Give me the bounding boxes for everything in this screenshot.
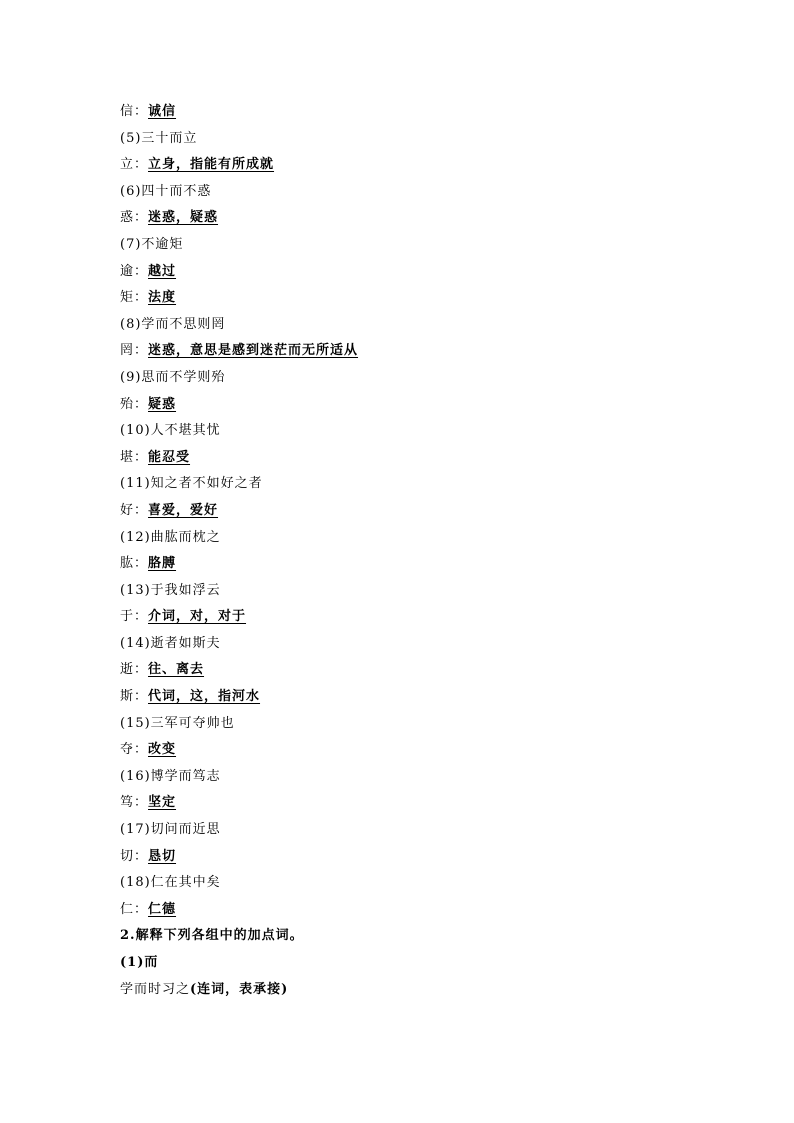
- definition-line: [120, 340, 720, 367]
- sentence-line: (14)逝者如斯夫: [120, 635, 221, 651]
- definition-answer: 喜爱，爱好: [148, 502, 219, 518]
- definition-line: [120, 500, 720, 527]
- term-label: 逾：: [120, 263, 149, 279]
- example-text: 学而时习之: [120, 981, 191, 997]
- term-label: 笃：: [120, 795, 149, 811]
- sentence-line: (7)不逾矩: [120, 236, 184, 252]
- definition-line: [120, 101, 720, 128]
- sentence-line: (16)博学而笃志: [120, 768, 221, 784]
- definition-line: [120, 447, 720, 474]
- sentence-line: (6)四十而不惑: [120, 183, 212, 199]
- definition-line: [120, 792, 720, 819]
- definition-line: [120, 207, 720, 234]
- sub-item-label: (1)而: [120, 955, 159, 970]
- definition-answer: 代词，这，指河水: [148, 689, 261, 705]
- sentence-line: (8)学而不思则罔: [120, 316, 226, 332]
- term-label: 肱：: [120, 556, 149, 572]
- sentence-line: (10)人不堪其忧: [120, 423, 221, 439]
- definition-answer: 立身，指能有所成就: [148, 157, 275, 173]
- definition-answer: 疑惑: [148, 396, 177, 412]
- term-label: 信：: [120, 104, 149, 119]
- glossary-lines: [120, 101, 720, 925]
- term-label: 惑：: [120, 210, 149, 226]
- definition-answer: 迷惑，意思是感到迷茫而无所适从: [148, 343, 359, 359]
- definition-answer: 胳膊: [148, 556, 177, 572]
- term-label: 夺：: [120, 742, 149, 758]
- definition-answer: 诚信: [148, 104, 177, 119]
- term-label: 仁：: [120, 901, 149, 917]
- sentence-line: (17)切问而近思: [120, 822, 221, 838]
- sentence-line: (18)仁在其中矣: [120, 875, 221, 891]
- example-line: [120, 979, 720, 1006]
- term-label: 矩：: [120, 290, 149, 306]
- sentence-line: (13)于我如浮云: [120, 582, 221, 598]
- document-content: [120, 101, 720, 1005]
- sentence-line: (9)思而不学则殆: [120, 369, 226, 385]
- definition-answer: 坚定: [148, 795, 177, 811]
- definition-line: [120, 606, 720, 633]
- sentence-line: (11)知之者不如好之者: [120, 476, 263, 492]
- section-heading: 2.解释下列各组中的加点词。: [120, 928, 304, 944]
- definition-line: [120, 846, 720, 873]
- sentence-line: (12)曲肱而枕之: [120, 529, 221, 545]
- term-label: 斯：: [120, 689, 149, 705]
- definition-answer: 介词，对，对于: [148, 609, 247, 625]
- term-label: 立：: [120, 157, 149, 173]
- example-note: (连词，表承接): [190, 981, 289, 997]
- definition-answer: 改变: [148, 742, 177, 758]
- definition-answer: 仁德: [148, 901, 177, 917]
- definition-line: [120, 899, 720, 926]
- definition-line: [120, 553, 720, 580]
- term-label: 堪：: [120, 449, 149, 465]
- term-label: 殆：: [120, 396, 149, 412]
- term-label: 好：: [120, 502, 149, 518]
- term-label: 罔：: [120, 343, 149, 359]
- term-label: 切：: [120, 848, 149, 864]
- definition-answer: 能忍受: [148, 449, 191, 465]
- sentence-line: (15)三军可夺帅也: [120, 715, 235, 731]
- definition-answer: 法度: [148, 290, 177, 306]
- definition-line: [120, 659, 720, 686]
- definition-line: [120, 154, 720, 181]
- term-label: 逝：: [120, 662, 149, 678]
- definition-answer: 往、离去: [148, 662, 205, 678]
- definition-line: [120, 394, 720, 421]
- definition-line: [120, 261, 720, 288]
- sentence-line: (5)三十而立: [120, 130, 198, 146]
- definition-line: [120, 287, 720, 314]
- definition-answer: 迷惑，疑惑: [148, 210, 219, 226]
- definition-answer: 越过: [148, 263, 177, 279]
- definition-line: [120, 686, 720, 713]
- definition-line: [120, 739, 720, 766]
- definition-answer: 恳切: [148, 848, 177, 864]
- term-label: 于：: [120, 609, 149, 625]
